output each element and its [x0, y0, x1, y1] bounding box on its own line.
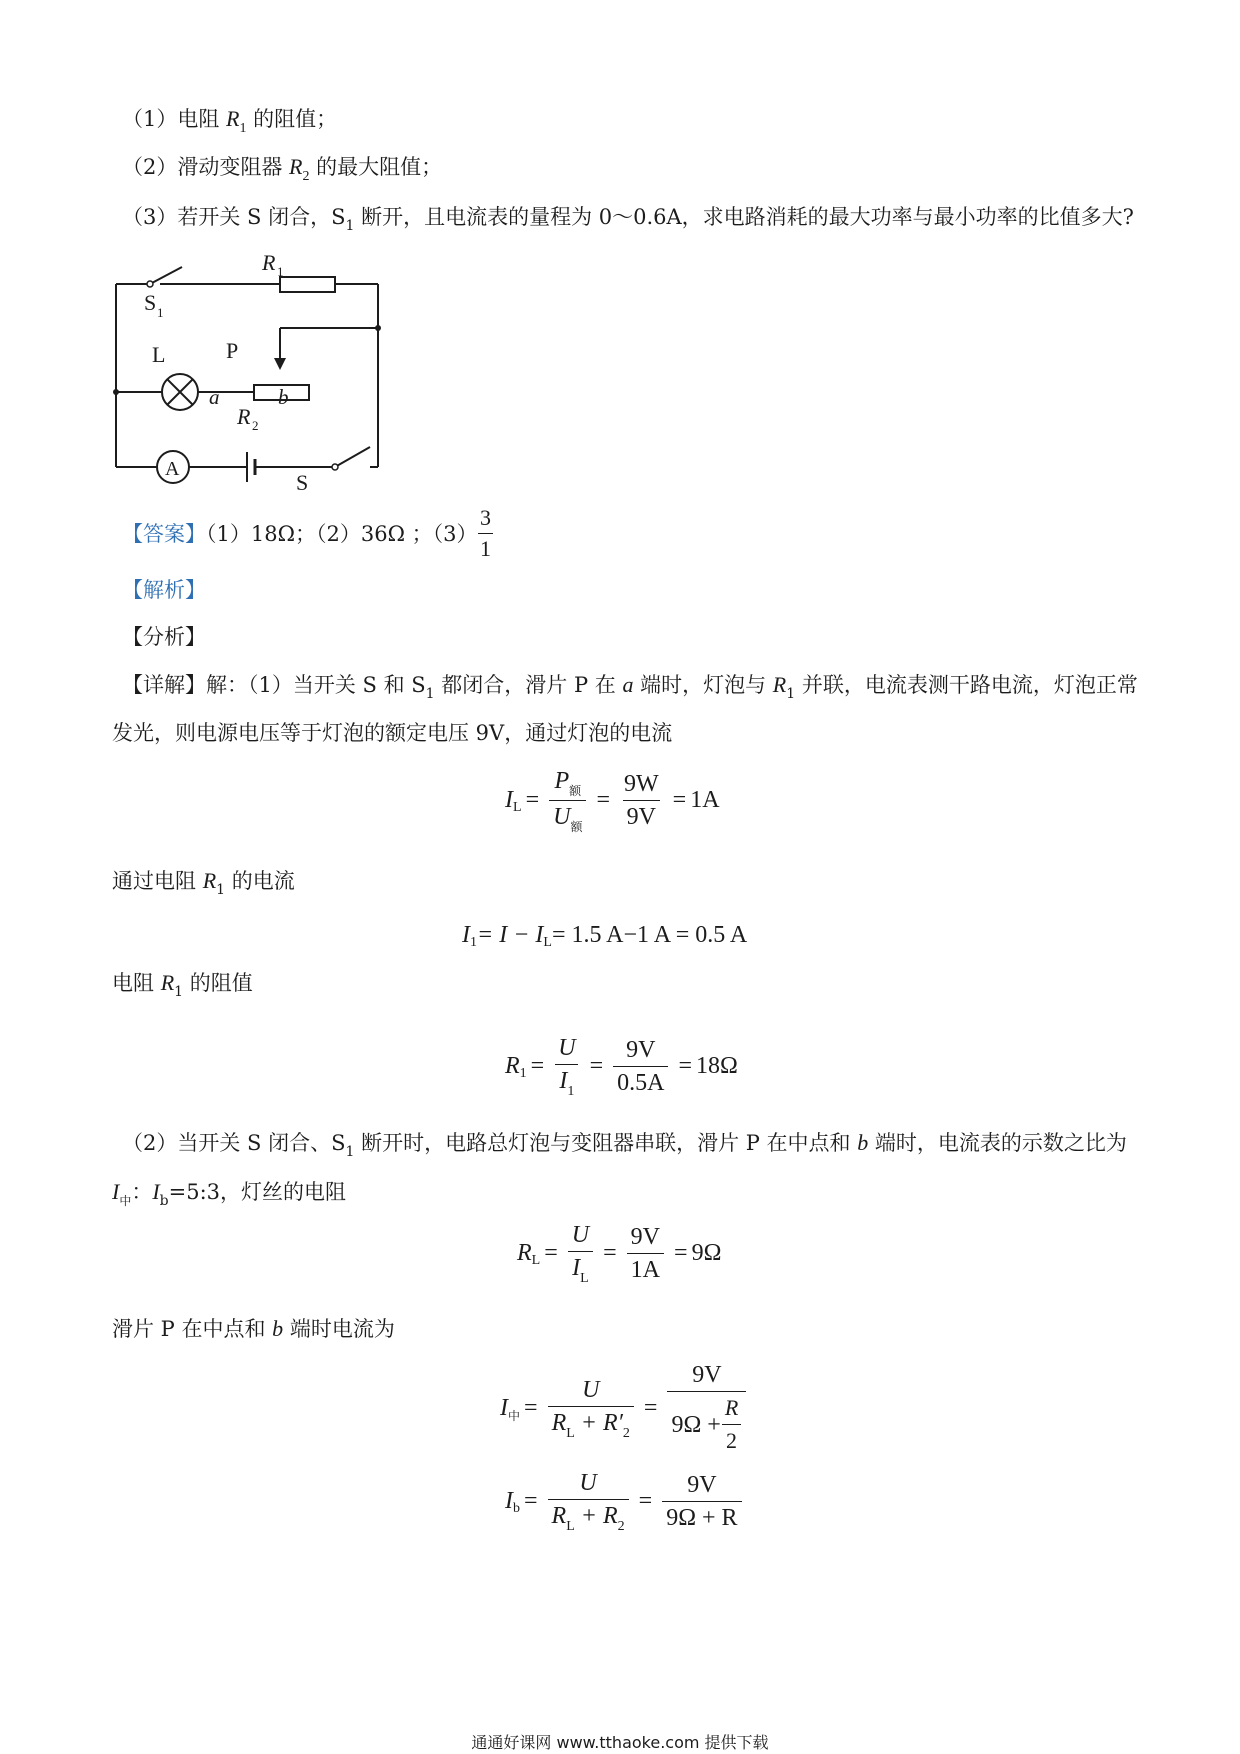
r2-label: R [237, 404, 251, 429]
a-label: a [209, 385, 220, 409]
detail-line-5: （2）当开关 S 闭合、$S_1$ 断开时，电路总灯泡与变阻器串联，滑片 P 在中点和 b 端时，电流表的示数之比为 [122, 1130, 1127, 1160]
question-2 [122, 152, 442, 186]
q3-text: （3）若开关 S 闭合，S [122, 205, 346, 229]
lamp-label: L [152, 342, 166, 367]
answer-tag: 【答案】 [122, 522, 206, 546]
q3-sub: 1 [345, 218, 355, 234]
detail-line-3: 通过电阻 $R_1$ 的电流 [112, 868, 295, 898]
detail-line-6: $I_中$：$I_b=5:3$，灯丝的电阻 [112, 1179, 347, 1209]
answer-line [122, 519, 478, 549]
q1-suffix: 的阻值； [246, 107, 338, 131]
q2-var: $R_2$ [289, 154, 310, 184]
equation-5: I 中 = $\frac{U}{R_L + R'_2}$ = 9V 9Ω + $\frac{R}{2}$ [500, 1362, 752, 1454]
r1-sub: 1 [277, 264, 284, 279]
jiexi-tag: 【解析】 [122, 578, 206, 602]
q3-text2: 断开，且电流表的量程为 0～0.6A，求电路消耗的最大功率与最小功率的比值多大? [354, 205, 1134, 229]
detail-line-1: 【详解】解：（1）当开关 S 和 $S_1$ 都闭合，滑片 P 在 a 端时，灯泡与 $R_1$ 并联，电流表测干路电流，灯泡正常 [122, 672, 1138, 702]
circuit-diagram [100, 240, 400, 500]
question-3 [122, 202, 1134, 235]
r1-label: R [262, 250, 276, 275]
detail-line-7: 滑片 P 在中点和 b 端时电流为 [112, 1316, 395, 1341]
s1-label: S [144, 290, 157, 315]
page-footer: 通通好课网 www.tthaoke.com 提供下载 [471, 1733, 769, 1752]
equation-6: I b = $\frac{U}{R_L + R_2}$ = $\frac{9V}{9\Omega + R}$ [505, 1470, 748, 1533]
b-label: b [278, 385, 289, 409]
fenxi-tag: 【分析】 [122, 625, 206, 649]
equation-1: I L = $\frac{P_额}{U_额}$ = $\frac{9W}{9V}$ = 1A [505, 768, 720, 834]
s1-sub: 1 [157, 305, 164, 320]
junction-dot [375, 325, 381, 331]
q2-suffix: 的最大阻值； [309, 155, 443, 179]
equation-2: I 1 = I − I L = 1.5 A−1 A = 0.5 A [462, 922, 748, 950]
equation-4: R L = $\frac{U}{I_L}$ = $\frac{9V}{1A}$ = 9Ω [517, 1222, 722, 1286]
q1-var: $R_1$ [226, 106, 247, 136]
ammeter-label: A [165, 458, 180, 480]
slider-label: P [226, 338, 239, 363]
answer-frac-num: 3 [480, 505, 491, 530]
switch-s-blade [335, 447, 370, 467]
q2-prefix: （2）滑动变阻器 [122, 155, 290, 179]
resistor-r1 [280, 277, 335, 292]
question-1 [122, 104, 337, 138]
r2-sub: 2 [252, 418, 259, 433]
answer-fraction [478, 505, 493, 562]
q1-prefix: （1）电阻 [122, 107, 227, 131]
answer-text: （1）18Ω；（2）36Ω ；（3） [206, 522, 478, 546]
switch-s1-blade [150, 267, 182, 284]
answer-frac-den: 1 [478, 533, 493, 562]
detail-line-2: 发光，则电源电压等于灯泡的额定电压 9V，通过灯泡的电流 [112, 721, 673, 745]
detail-line-4: 电阻 $R_1$ 的阻值 [112, 970, 253, 1000]
s-label: S [296, 470, 309, 495]
junction-dot [113, 389, 119, 395]
slider-arrow-icon [274, 358, 286, 370]
equation-3: R 1 = $\frac{U}{I_1}$ = $\frac{9V}{0.5A}$ = 18Ω [505, 1035, 738, 1099]
